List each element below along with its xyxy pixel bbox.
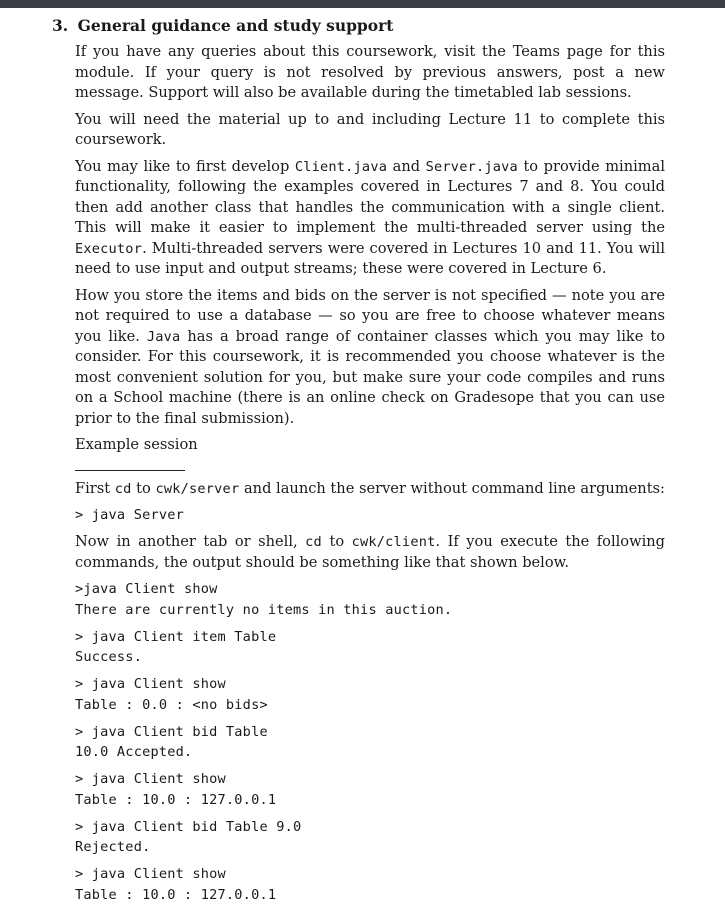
code-block-server: > java Server (75, 507, 184, 523)
text-fragment: How you store the items and bids on the server is not specified — note you are not required to use a database — so you are free to choose whatever means you like. (75, 286, 665, 345)
code-client-path: cwk/client (351, 534, 436, 550)
text-fragment: to (131, 479, 156, 497)
code-cd: cd (114, 480, 132, 497)
code-cd: cd (305, 534, 322, 550)
code-block-show-bid: > java Client show Table : 10.0 : 127.0.0.1 (75, 771, 277, 808)
text-fragment: to (321, 533, 352, 550)
code-block-show-nobids: > java Client show Table : 0.0 : <no bids> (75, 676, 268, 713)
section-number: 3. (52, 16, 69, 35)
paragraph-develop (75, 157, 665, 280)
paragraph-launch-server (75, 479, 665, 500)
text-fragment: You may like to first develop (75, 157, 295, 175)
section-title: General guidance and study support (77, 16, 394, 35)
code-block-show-final: > java Client show Table : 10.0 : 127.0.0.1 (75, 866, 277, 903)
text-fragment: . If you execute the following commands, the output should be something like that shown below. (75, 533, 665, 571)
text-fragment: First (75, 479, 115, 497)
code-block-item: > java Client item Table Success. (75, 628, 277, 665)
text-fragment: has a broad range of container classes which you may like to consider. For this coursework, it is recommended you choose whatever is the most convenient solution for you, but make sure your code compiles and runs on a School machine (there is an online check on Gradesope that you can use prior to the final submission). (75, 327, 665, 427)
section-body (75, 42, 665, 912)
paragraph-client-commands (75, 532, 665, 573)
divider (75, 470, 185, 471)
code-executor: Executor (75, 240, 143, 257)
text-fragment: to provide minimal functionality, following the examples covered in Lectures 7 and 8. You could then add another class that handles the communication with a single client. This will make it easier to implement the multi-threaded server using the (75, 157, 665, 236)
code-client-java: Client.java (294, 158, 388, 175)
section-heading (52, 15, 393, 37)
top-bar (0, 0, 725, 8)
text-fragment: . Multi-threaded servers were covered in Lectures 10 and 11. You will need to use input and output streams; these were covered in Lecture 6. (75, 239, 665, 277)
text-fragment: Now in another tab or shell, (75, 533, 306, 550)
code-java: Java (146, 328, 181, 345)
code-server-path: cwk/server (155, 480, 240, 497)
code-block-bid-accepted: > java Client bid Table 10.0 Accepted. (75, 723, 268, 760)
code-server-java: Server.java (425, 158, 518, 175)
text-fragment: and (387, 157, 426, 175)
code-block-show-empty: >java Client show There are currently no items in this auction. (75, 581, 453, 618)
paragraph-storage (75, 286, 665, 430)
text-fragment: and launch the server without command line arguments: (239, 479, 665, 497)
example-session-label: Example session (75, 436, 198, 453)
paragraph-queries: If you have any queries about this coursework, visit the Teams page for this module. If your query is not resolved by previous answers, post a new message. Support will also be available during the timetabled lab sessions. (75, 43, 665, 101)
paragraph-material: You will need the material up to and including Lecture 11 to complete this coursework. (75, 110, 665, 148)
code-block-bid-rejected: > java Client bid Table 9.0 Rejected. (75, 818, 302, 855)
